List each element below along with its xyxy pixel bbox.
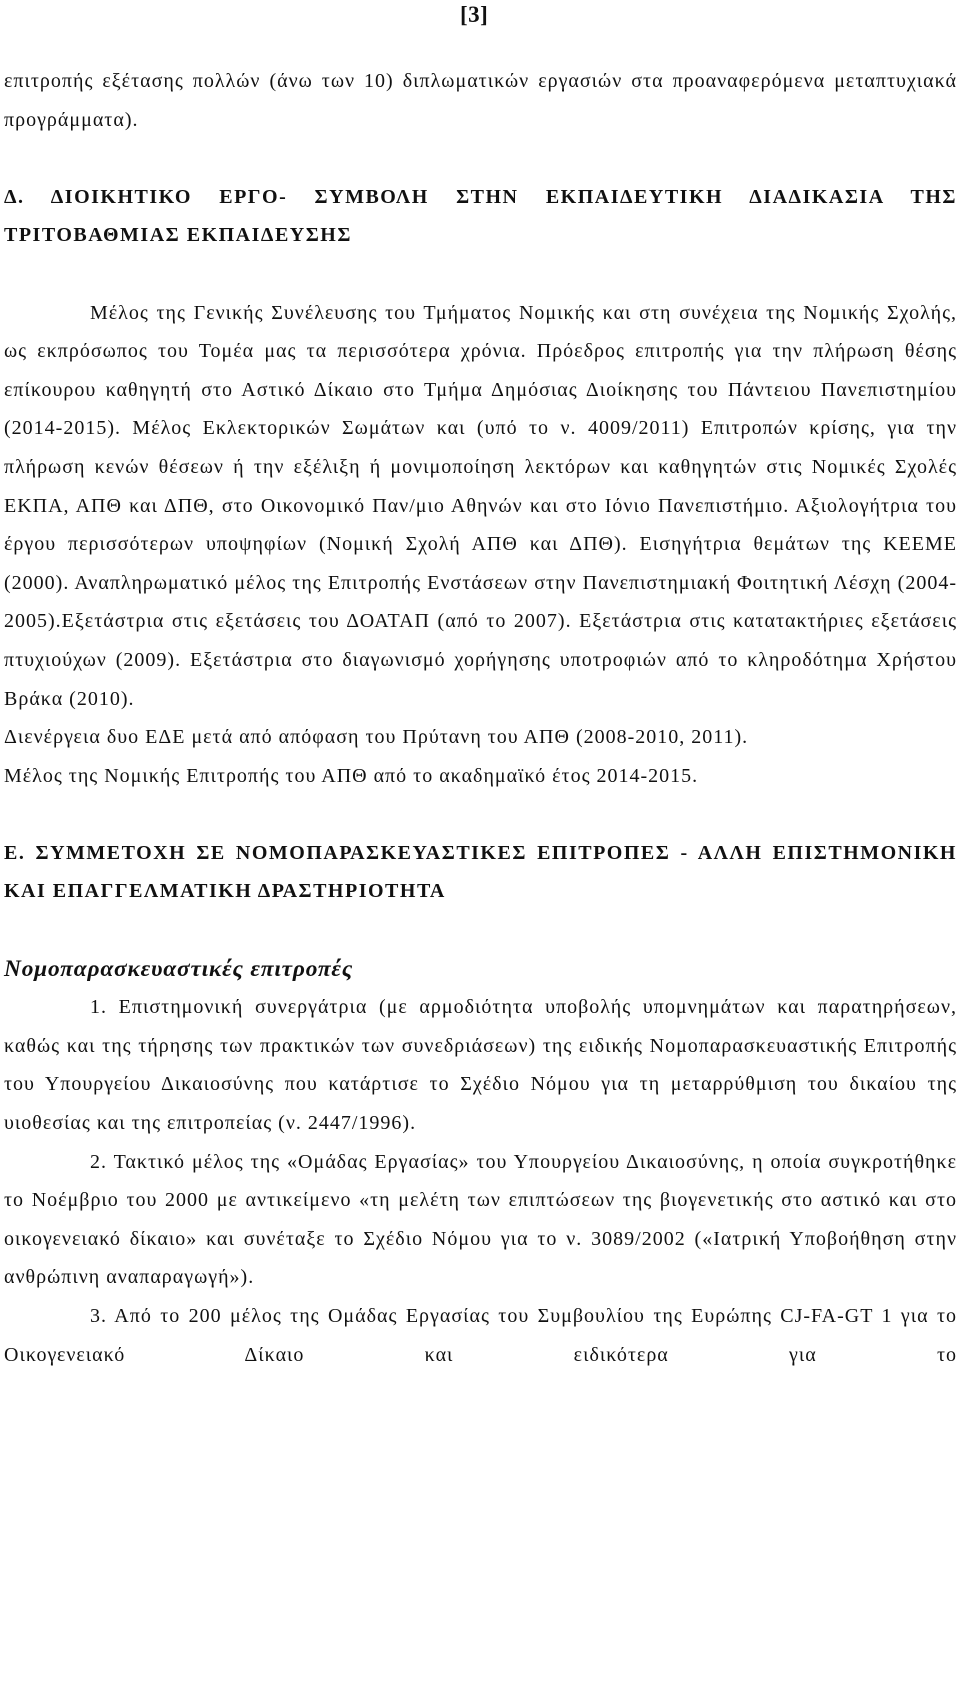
page-number: [3]: [460, 2, 489, 27]
intro-paragraph: επιτροπής εξέτασης πολλών (άνω των 10) διπλωματικών εργασιών στα προαναφερόμενα μεταπτυχιακά προγράμματα).: [4, 70, 957, 131]
section-e-subheading: Νομοπαρασκευαστικές επιτροπές: [4, 955, 354, 982]
section-d-heading: Δ. ΔΙΟΙΚΗΤΙΚΟ ΕΡΓΟ- ΣΥΜΒΟΛΗ ΣΤΗΝ ΕΚΠΑΙΔΕΥΤΙΚΗ ΔΙΑΔΙΚΑΣΙΑ ΤΗΣ ΤΡΙΤΟΒΑΘΜΙΑΣ ΕΚΠΑΙΔΕΥΣΗΣ: [4, 185, 957, 247]
spacer: [4, 911, 957, 950]
list-item: 3. Από το 200 μέλος της Ομάδας Εργασίας του Συμβουλίου της Ευρώπης CJ-FA-GT 1 για το Οικογενειακό Δίκαιο και ειδικότερα για το: [4, 1305, 957, 1366]
section-d-paragraph: Μέλος της Γενικής Συνέλευσης του Τμήματος Νομικής και στη συνέχεια της Νομικής Σχολής, ως εκπρόσωπος του Τομέα μας τα περισσότερα χρόνια. Πρόεδρος επιτροπής για την πλήρωση θέσης επίκουρου καθηγητή στο Αστικό Δίκαιο στο Τμήμα Δημόσιας Διοίκησης του Πάντειου Πανεπιστημίου (2014-2015). Μέλος Εκλεκτορικών Σωμάτων και (υπό το ν. 4009/2011) Επιτροπών κρίσης, για την πλήρωση κενών θέσεων ή την εξέλιξη ή μονιμοποίηση λεκτόρων και καθηγητών στις Νομικές Σχολές ΕΚΠΑ, ΑΠΘ και ΔΠΘ, στο Οικονομικό Παν/μιο Αθηνών και στο Ιόνιο Πανεπιστήμιο. Αξιολογήτρια του έργου περισσότερων υποψηφίων (Νομική Σχολή ΑΠΘ και ΔΠΘ). Εισηγήτρια θεμάτων της ΚΕΕΜΕ (2000). Αναπληρωματικό μέλος της Επιτροπής Ενστάσεων στην Πανεπιστημιακή Φοιτητική Λέσχη (2004-2005).Εξετάστρια στις εξετάσεις του ΔΟΑΤΑΠ (από το 2007). Εξετάστρια στις κατατακτήριες εξετάσεις πτυχιούχων (2009). Εξετάστρια στο διαγωνισμό χορήγησης υποτροφιών από το κληροδότημα Χρήστου Βράκα (2010).: [4, 301, 957, 710]
section-e-heading: Ε. ΣΥΜΜΕΤΟΧΗ ΣΕ ΝΟΜΟΠΑΡΑΣΚΕΥΑΣΤΙΚΕΣ ΕΠΙΤΡΟΠΕΣ - ΑΛΛΗ ΕΠΙΣΤΗΜΟΝΙΚΗ ΚΑΙ ΕΠΑΓΓΕΛΜΑΤΙΚΗ ΔΡΑΣΤΗΡΙΟΤΗΤΑ: [4, 841, 957, 903]
spacer: [4, 255, 957, 294]
spacer: [4, 139, 957, 178]
page-content: [4, 62, 957, 1374]
list-item: 2. Τακτικό μέλος της «Ομάδας Εργασίας» του Υπουργείου Δικαιοσύνης, η οποία συγκροτήθηκε το Νοέμβριο του 2000 με αντικείμενο «τη μελέτη των επιπτώσεων της βιογενετικής στο αστικό και στο οικογενειακό δίκαιο» και συνέταξε το Σχέδιο Νόμου για το ν. 3089/2002 («Ιατρική Υποβοήθηση στην ανθρώπινη αναπαραγωγή»).: [4, 1150, 957, 1289]
section-d-paragraph-2: Διενέργεια δυο ΕΔΕ μετά από απόφαση του Πρύτανη του ΑΠΘ (2008-2010, 2011).: [4, 726, 749, 749]
section-d-paragraph-3: Μέλος της Νομικής Επιτροπής του ΑΠΘ από το ακαδημαϊκό έτος 2014-2015.: [4, 764, 699, 787]
spacer: [4, 795, 957, 834]
list-item: 1. Επιστημονική συνεργάτρια (με αρμοδιότητα υποβολής υπομνημάτων και παρατηρήσεων, καθώς και της τήρησης των πρακτικών των συνεδριάσεων) της ειδικής Νομοπαρασκευαστικής Επιτροπής του Υπουργείου Δικαιοσύνης που κατάρτισε το Σχέδιο Νόμου για τη μεταρρύθμιση του δικαίου της υιοθεσίας και της επιτροπείας (ν. 2447/1996).: [4, 996, 957, 1135]
